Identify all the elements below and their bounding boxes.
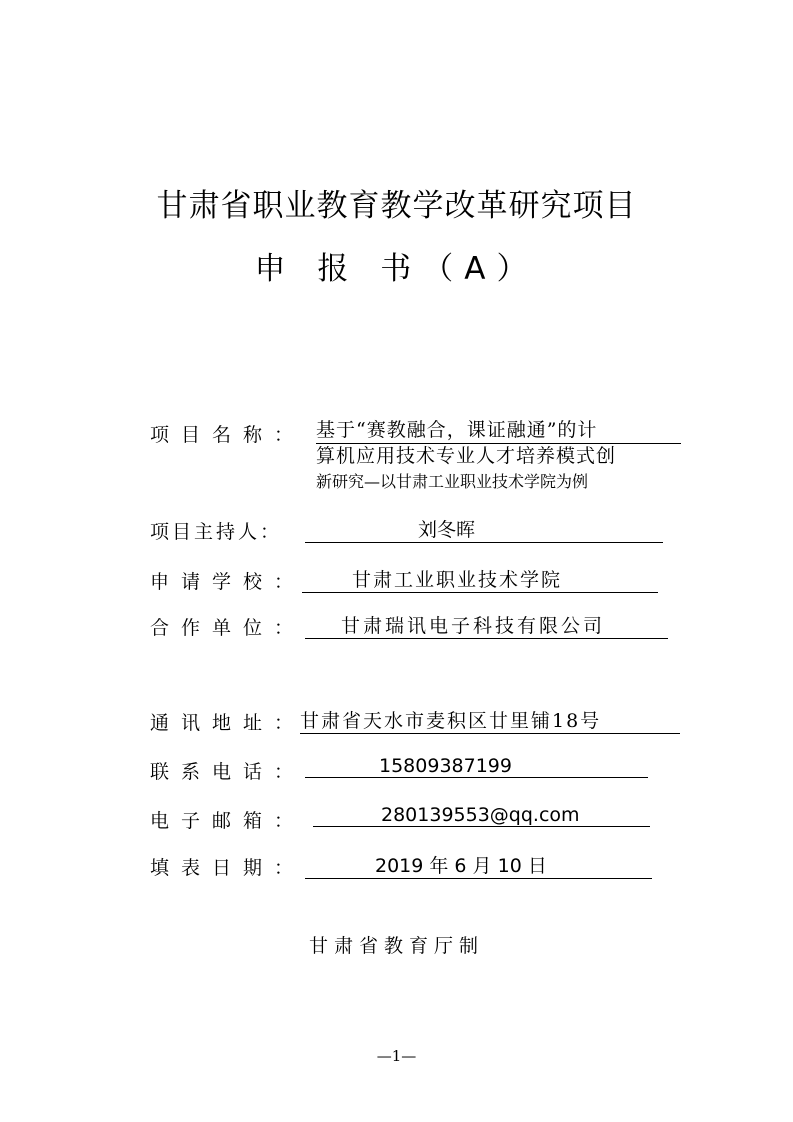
phone-label: 联系电话：	[150, 761, 306, 783]
school-value-field	[302, 565, 658, 593]
school-label: 申请学校：	[150, 571, 306, 593]
address-value: 甘肃省天水市麦积区廿里铺18号	[300, 706, 680, 734]
project-name-line-1: 基于“赛教融合，课证融通”的计	[316, 418, 681, 444]
address-label: 通讯地址：	[150, 712, 306, 734]
email-value: 280139553@qq.com	[381, 804, 580, 826]
phone-value-field	[305, 755, 648, 778]
host-value-field	[305, 515, 663, 543]
partner-label: 合作单位：	[150, 617, 306, 639]
issuing-department: 甘肃省教育厅制	[308, 935, 484, 957]
host-value: 刘冬晖	[418, 519, 476, 541]
partner-value: 甘肃瑞讯电子科技有限公司	[341, 615, 606, 637]
email-label: 电子邮箱：	[150, 810, 306, 832]
email-value-field	[313, 804, 650, 827]
document-subtitle: 申 报 书（A）	[254, 251, 539, 287]
date-label: 填表日期：	[150, 857, 306, 879]
partner-value-field	[305, 611, 668, 639]
document-title: 甘肃省职业教育教学改革研究项目	[156, 188, 637, 224]
project-name-line-2: 算机应用技术专业人才培养模式创	[316, 445, 617, 467]
host-label: 项目主持人：	[150, 521, 283, 543]
date-value: 2019 年 6 月 10 日	[375, 855, 547, 877]
phone-value: 15809387199	[379, 755, 512, 777]
school-value: 甘肃工业职业技术学院	[352, 569, 563, 591]
date-value-field	[305, 851, 652, 879]
project-name-line-3: 新研究—以甘肃工业职业技术学院为例	[316, 472, 589, 491]
project-name-value	[316, 418, 681, 494]
project-name-label: 项目名称：	[150, 424, 306, 446]
page-number: —1—	[376, 1047, 417, 1065]
